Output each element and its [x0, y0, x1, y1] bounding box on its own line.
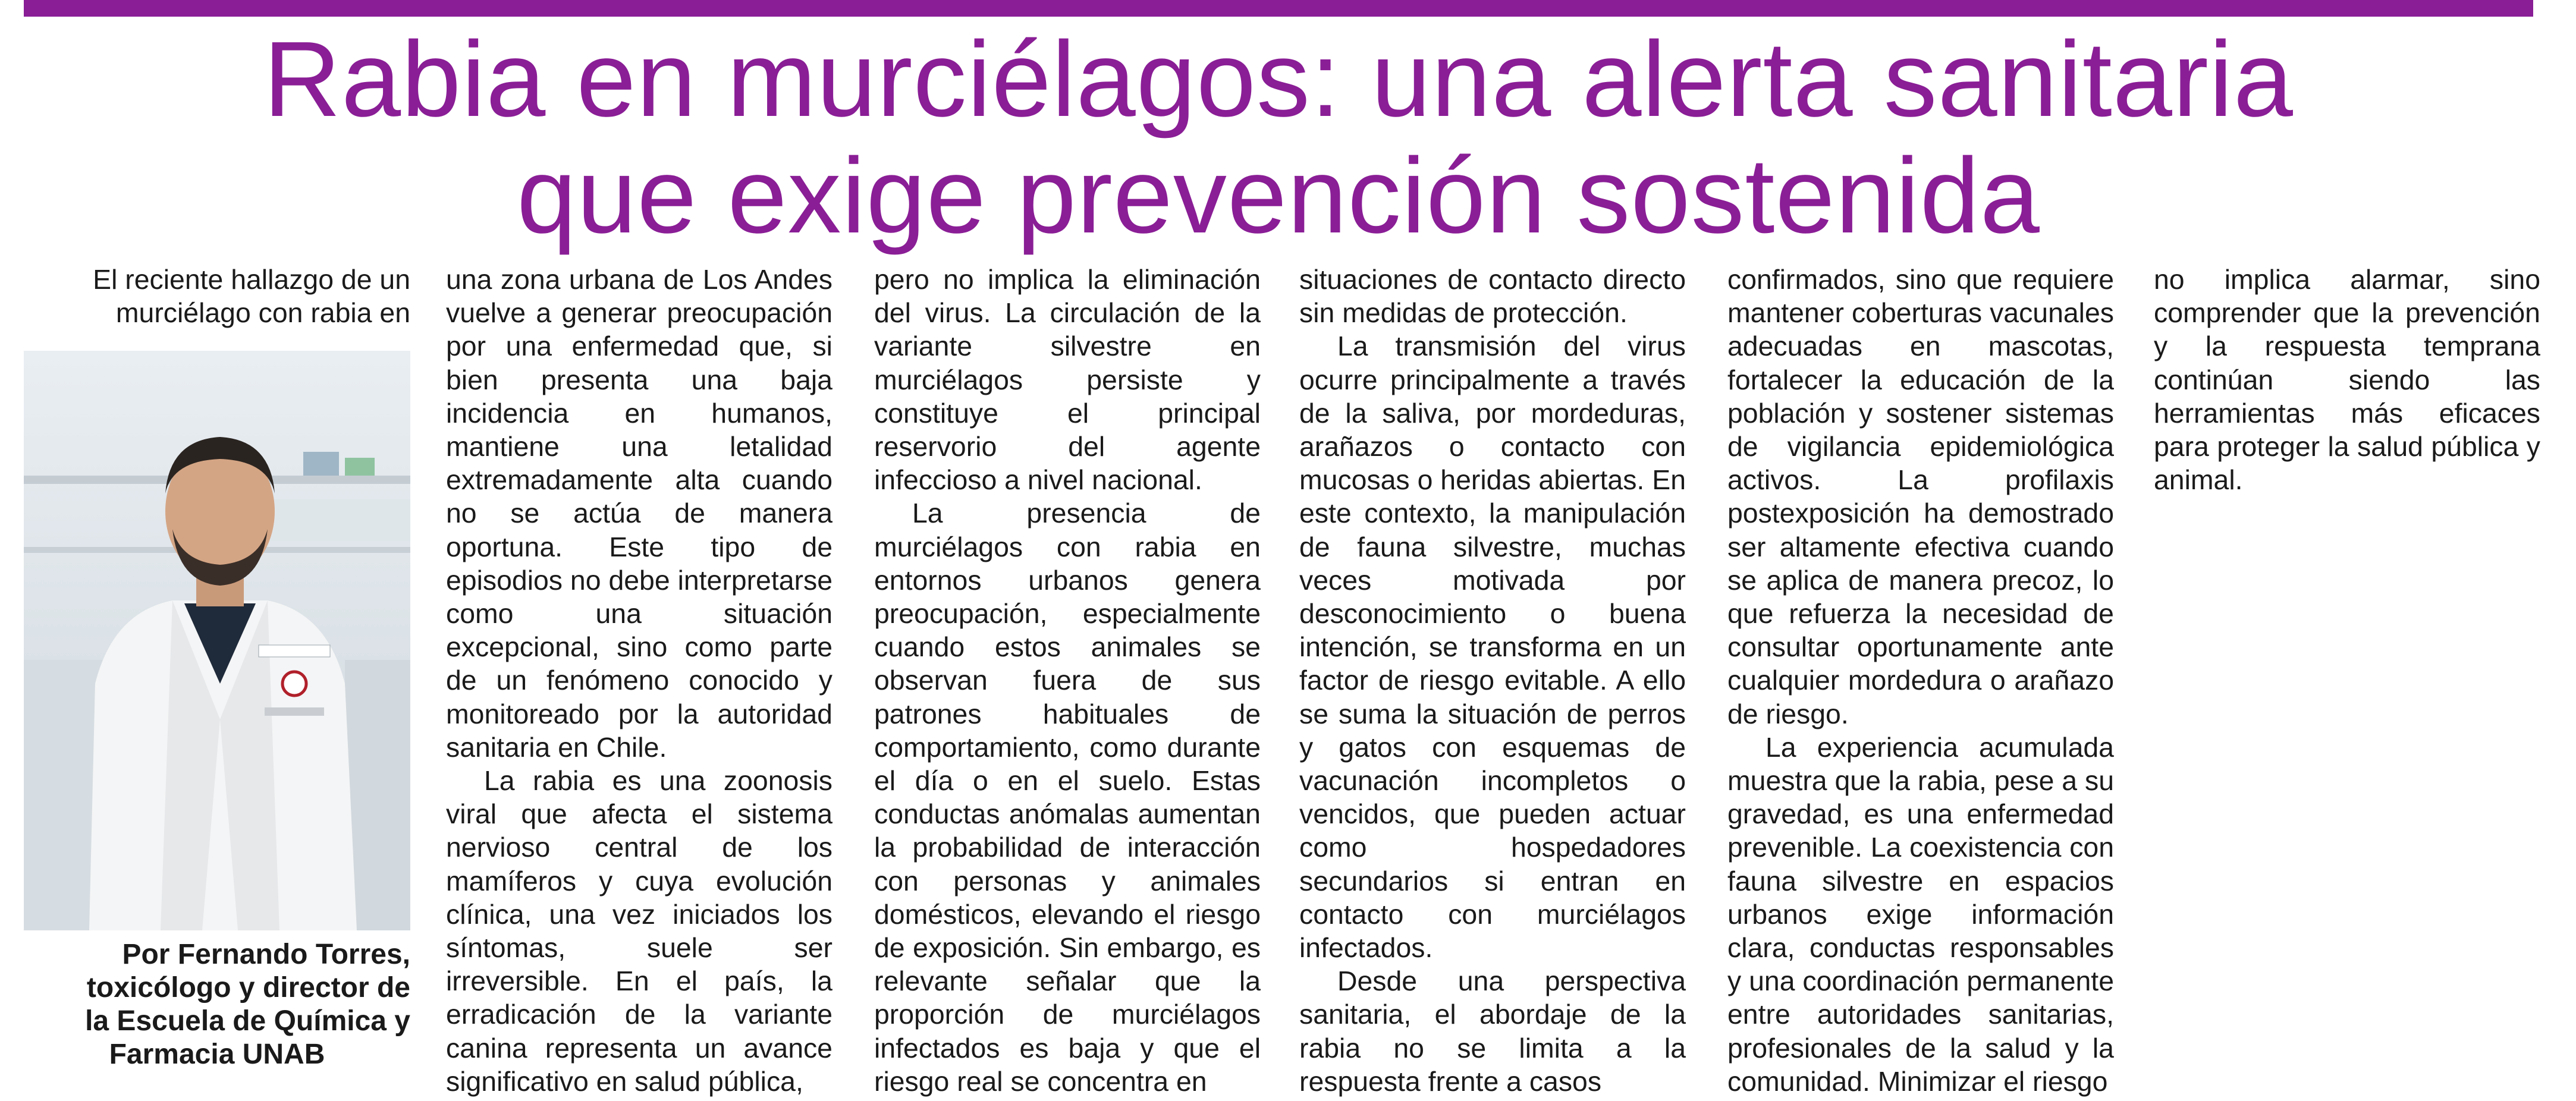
column-6: [2154, 263, 2540, 1098]
paragraph: situaciones de contacto directo sin medidas de protección.: [1299, 264, 1686, 329]
paragraph: Desde una perspectiva sanitaria, el abordaje de la rabia no se limita a la respuesta frente a casos: [1299, 965, 1686, 1097]
paragraph: La transmisión del virus ocurre principalmente a través de la saliva, por mordeduras, arañazos o contacto con mucosas o heridas abiertas. En este contexto, la manipulación de fauna silvestre, muchas veces motivada por desconocimiento o buena intención, se transforma en un factor de riesgo evitable. A ello se suma la situación de perros y gatos con esquemas de vacunación incompletos o vencidos, que pueden actuar como hospedadores secundarios si entran en contacto con murciélagos infectados.: [1299, 331, 1686, 964]
paragraph: La presencia de murciélagos con rabia en entornos urbanos genera preocupación, especialmente cuando estos animales se observan fuera de sus patrones habituales de comportamiento, como durante el día o en el suelo. Estas conductas anómalas aumentan la probabilidad de interacción con personas y animales domésticos, elevando el riesgo de exposición. Sin embargo, es relevante señalar que la proporción de murciélagos infectados es baja y que el riesgo real se concentra en: [874, 498, 1261, 1097]
caption-line-1: Por Fernando Torres,: [122, 939, 410, 970]
column-3: [874, 263, 1261, 1098]
caption-line-3: la Escuela de Química y: [85, 1005, 410, 1037]
column-5: [1727, 263, 2114, 1098]
paragraph: confirmados, sino que requiere mantener coberturas vacunales adecuadas en mascotas, fortalecer la educación de la población y sostener sistemas de vigilancia epidemiológica activos. La profilaxis postexposición ha demostrado ser altamente efectiva cuando se aplica de manera precoz, lo que refuerza la necesidad de consultar oportunamente ante cualquier mordedura o arañazo de riesgo.: [1727, 264, 2114, 729]
column-2: [446, 263, 833, 1098]
headline: [24, 21, 2533, 254]
caption-line-4: Farmacia UNAB: [109, 1039, 325, 1070]
paragraph: pero no implica la eliminación del virus. La circulación de la variante silvestre en murciélagos persiste y constituye el principal reservorio del agente infeccioso a nivel nacional.: [874, 264, 1261, 496]
lead-text: El reciente hallazgo de un murciélago con rabia en: [93, 264, 410, 329]
author-photo: [24, 351, 410, 930]
paragraph: no implica alarmar, sino comprender que la prevención y la respuesta temprana continúan siendo las herramientas más eficaces para proteger la salud pública y animal.: [2154, 264, 2540, 496]
paragraph: La rabia es una zoonosis viral que afecta el sistema nervioso central de los mamíferos y cuya evolución clínica, una vez iniciados los síntomas, suele ser irreversible. En el país, la erradicación de la variante canina representa un avance significativo en salud pública,: [446, 765, 833, 1097]
top-rule: [24, 0, 2533, 17]
headline-line-2: que exige prevención sostenida: [517, 136, 2040, 256]
column-4: [1299, 263, 1686, 1098]
paragraph: una zona urbana de Los Andes vuelve a generar preocupación por una enfermedad que, si bien presenta una baja incidencia en humanos, mantiene una letalidad extremadamente alta cuando no se actúa de manera oportuna. Este tipo de episodios no debe interpretarse como una situación excepcional, sino como parte de un fenómeno conocido y monitoreado por la autoridad sanitaria en Chile.: [446, 264, 833, 763]
headline-line-1: Rabia en murciélagos: una alerta sanitaria: [263, 20, 2294, 139]
caption-line-2: toxicólogo y director de: [86, 972, 410, 1004]
paragraph: La experiencia acumulada muestra que la rabia, pese a su gravedad, es una enfermedad prevenible. La coexistencia con fauna silvestre en espacios urbanos exige información clara, conductas responsables y una coordinación permanente entre autoridades sanitarias, profesionales de la salud y la comunidad. Minimizar el riesgo: [1727, 731, 2114, 1097]
photo-caption: [24, 938, 410, 1071]
